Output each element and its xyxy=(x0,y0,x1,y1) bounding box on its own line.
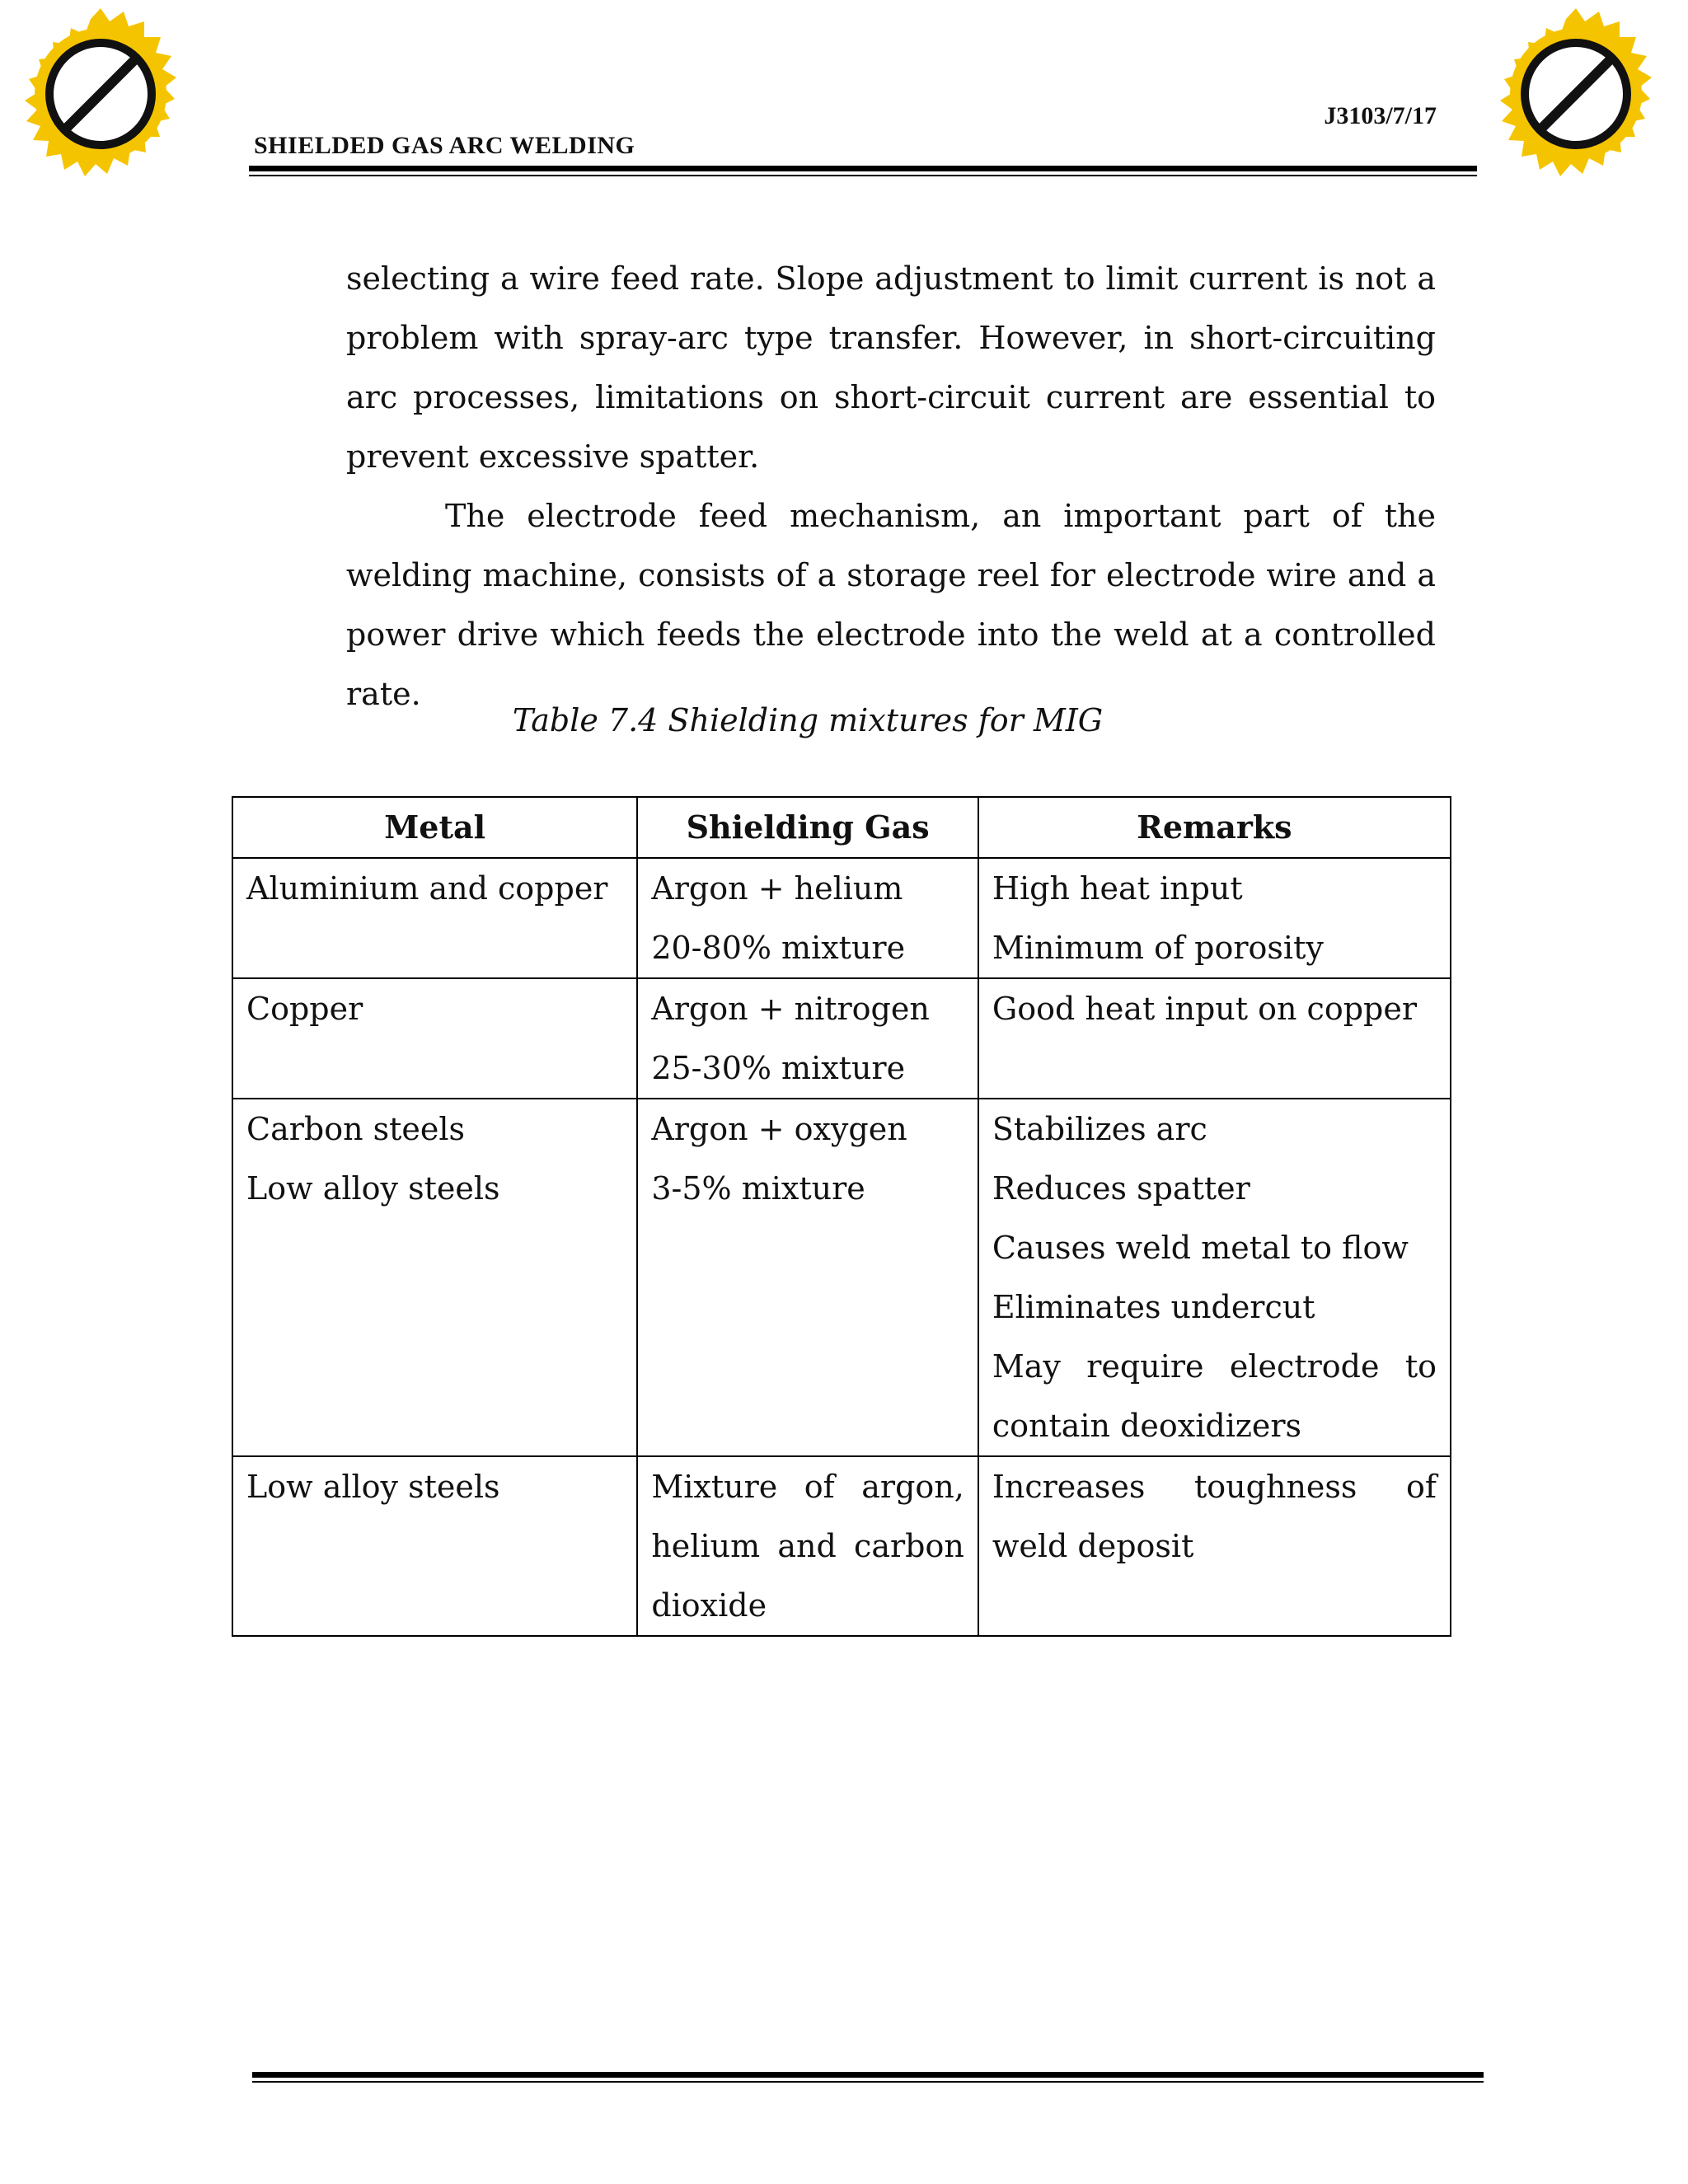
metal-cell xyxy=(232,1456,637,1636)
remarks-cell xyxy=(978,858,1451,978)
cell-line: Mixture of argon, helium and carbon dioxide xyxy=(651,1469,964,1624)
cell-line: May require electrode to contain deoxidizers xyxy=(992,1348,1437,1444)
gas-cell xyxy=(637,978,978,1099)
cell-line: Argon + helium xyxy=(651,870,903,907)
cell-line: Carbon steels xyxy=(246,1111,466,1147)
table-row xyxy=(232,1099,1451,1456)
paragraph: selecting a wire feed rate. Slope adjustment to limit current is not a problem with spray-arc type transfer. However, in short-circuiting arc processes, limitations on short-circuit current are essential to prevent excessive spatter. xyxy=(346,260,1436,475)
cell-line: Increases toughness of weld deposit xyxy=(992,1469,1437,1564)
table-row xyxy=(232,978,1451,1099)
gas-cell xyxy=(637,858,978,978)
cell-line: 25-30% mixture xyxy=(651,1050,906,1086)
body-text xyxy=(346,249,1436,724)
table-caption: Table 7.4 Shielding mixtures for MIG xyxy=(512,702,1104,738)
cell-line: Minimum of porosity xyxy=(992,930,1324,966)
abbyy-watermark-left[interactable] xyxy=(2,5,199,203)
cell-line: 20-80% mixture xyxy=(651,930,906,966)
gas-cell xyxy=(637,1099,978,1456)
cell-line: Eliminates undercut xyxy=(992,1289,1315,1325)
cell-line: Low alloy steels xyxy=(246,1170,500,1207)
gas-cell xyxy=(637,1456,978,1636)
page-code: J3103/7/17 xyxy=(1324,102,1437,129)
header-rule-thin xyxy=(249,175,1477,176)
metal-cell xyxy=(232,978,637,1099)
abbyy-watermark-right[interactable] xyxy=(1477,5,1675,203)
metal-cell xyxy=(232,858,637,978)
remarks-cell xyxy=(978,1456,1451,1636)
cell-line: Aluminium and copper xyxy=(246,870,608,907)
cell-line: Argon + nitrogen xyxy=(651,991,930,1027)
footer-rule-thin xyxy=(252,2081,1484,2083)
footer-rule xyxy=(252,2072,1484,2078)
cell-line: Good heat input on copper xyxy=(992,991,1417,1027)
metal-cell xyxy=(232,1099,637,1456)
paragraph: The electrode feed mechanism, an important part of the welding machine, consists of a storage reel for electrode wire and a power drive which feeds the electrode into the weld at a controlled rate. xyxy=(346,498,1436,712)
cell-line: Reduces spatter xyxy=(992,1170,1250,1207)
abbyy-seal-icon xyxy=(2,5,199,203)
table-row xyxy=(232,858,1451,978)
cell-line: High heat input xyxy=(992,870,1243,907)
cell-line: Low alloy steels xyxy=(246,1469,500,1505)
cell-line: Causes weld metal to flow xyxy=(992,1230,1409,1266)
header-rule xyxy=(249,166,1477,171)
table-row xyxy=(232,1456,1451,1636)
cell-line: 3-5% mixture xyxy=(651,1170,865,1207)
table-header-row xyxy=(232,797,1451,858)
shielding-mixtures-table xyxy=(232,796,1451,1637)
column-header: Remarks xyxy=(978,797,1451,858)
remarks-cell xyxy=(978,1099,1451,1456)
column-header: Metal xyxy=(232,797,637,858)
cell-line: Stabilizes arc xyxy=(992,1111,1207,1147)
cell-line: Argon + oxygen xyxy=(651,1111,907,1147)
cell-line: Copper xyxy=(246,991,363,1027)
abbyy-seal-icon xyxy=(1477,5,1675,203)
remarks-cell xyxy=(978,978,1451,1099)
column-header: Shielding Gas xyxy=(637,797,978,858)
header-title: SHIELDED GAS ARC WELDING xyxy=(254,132,635,159)
